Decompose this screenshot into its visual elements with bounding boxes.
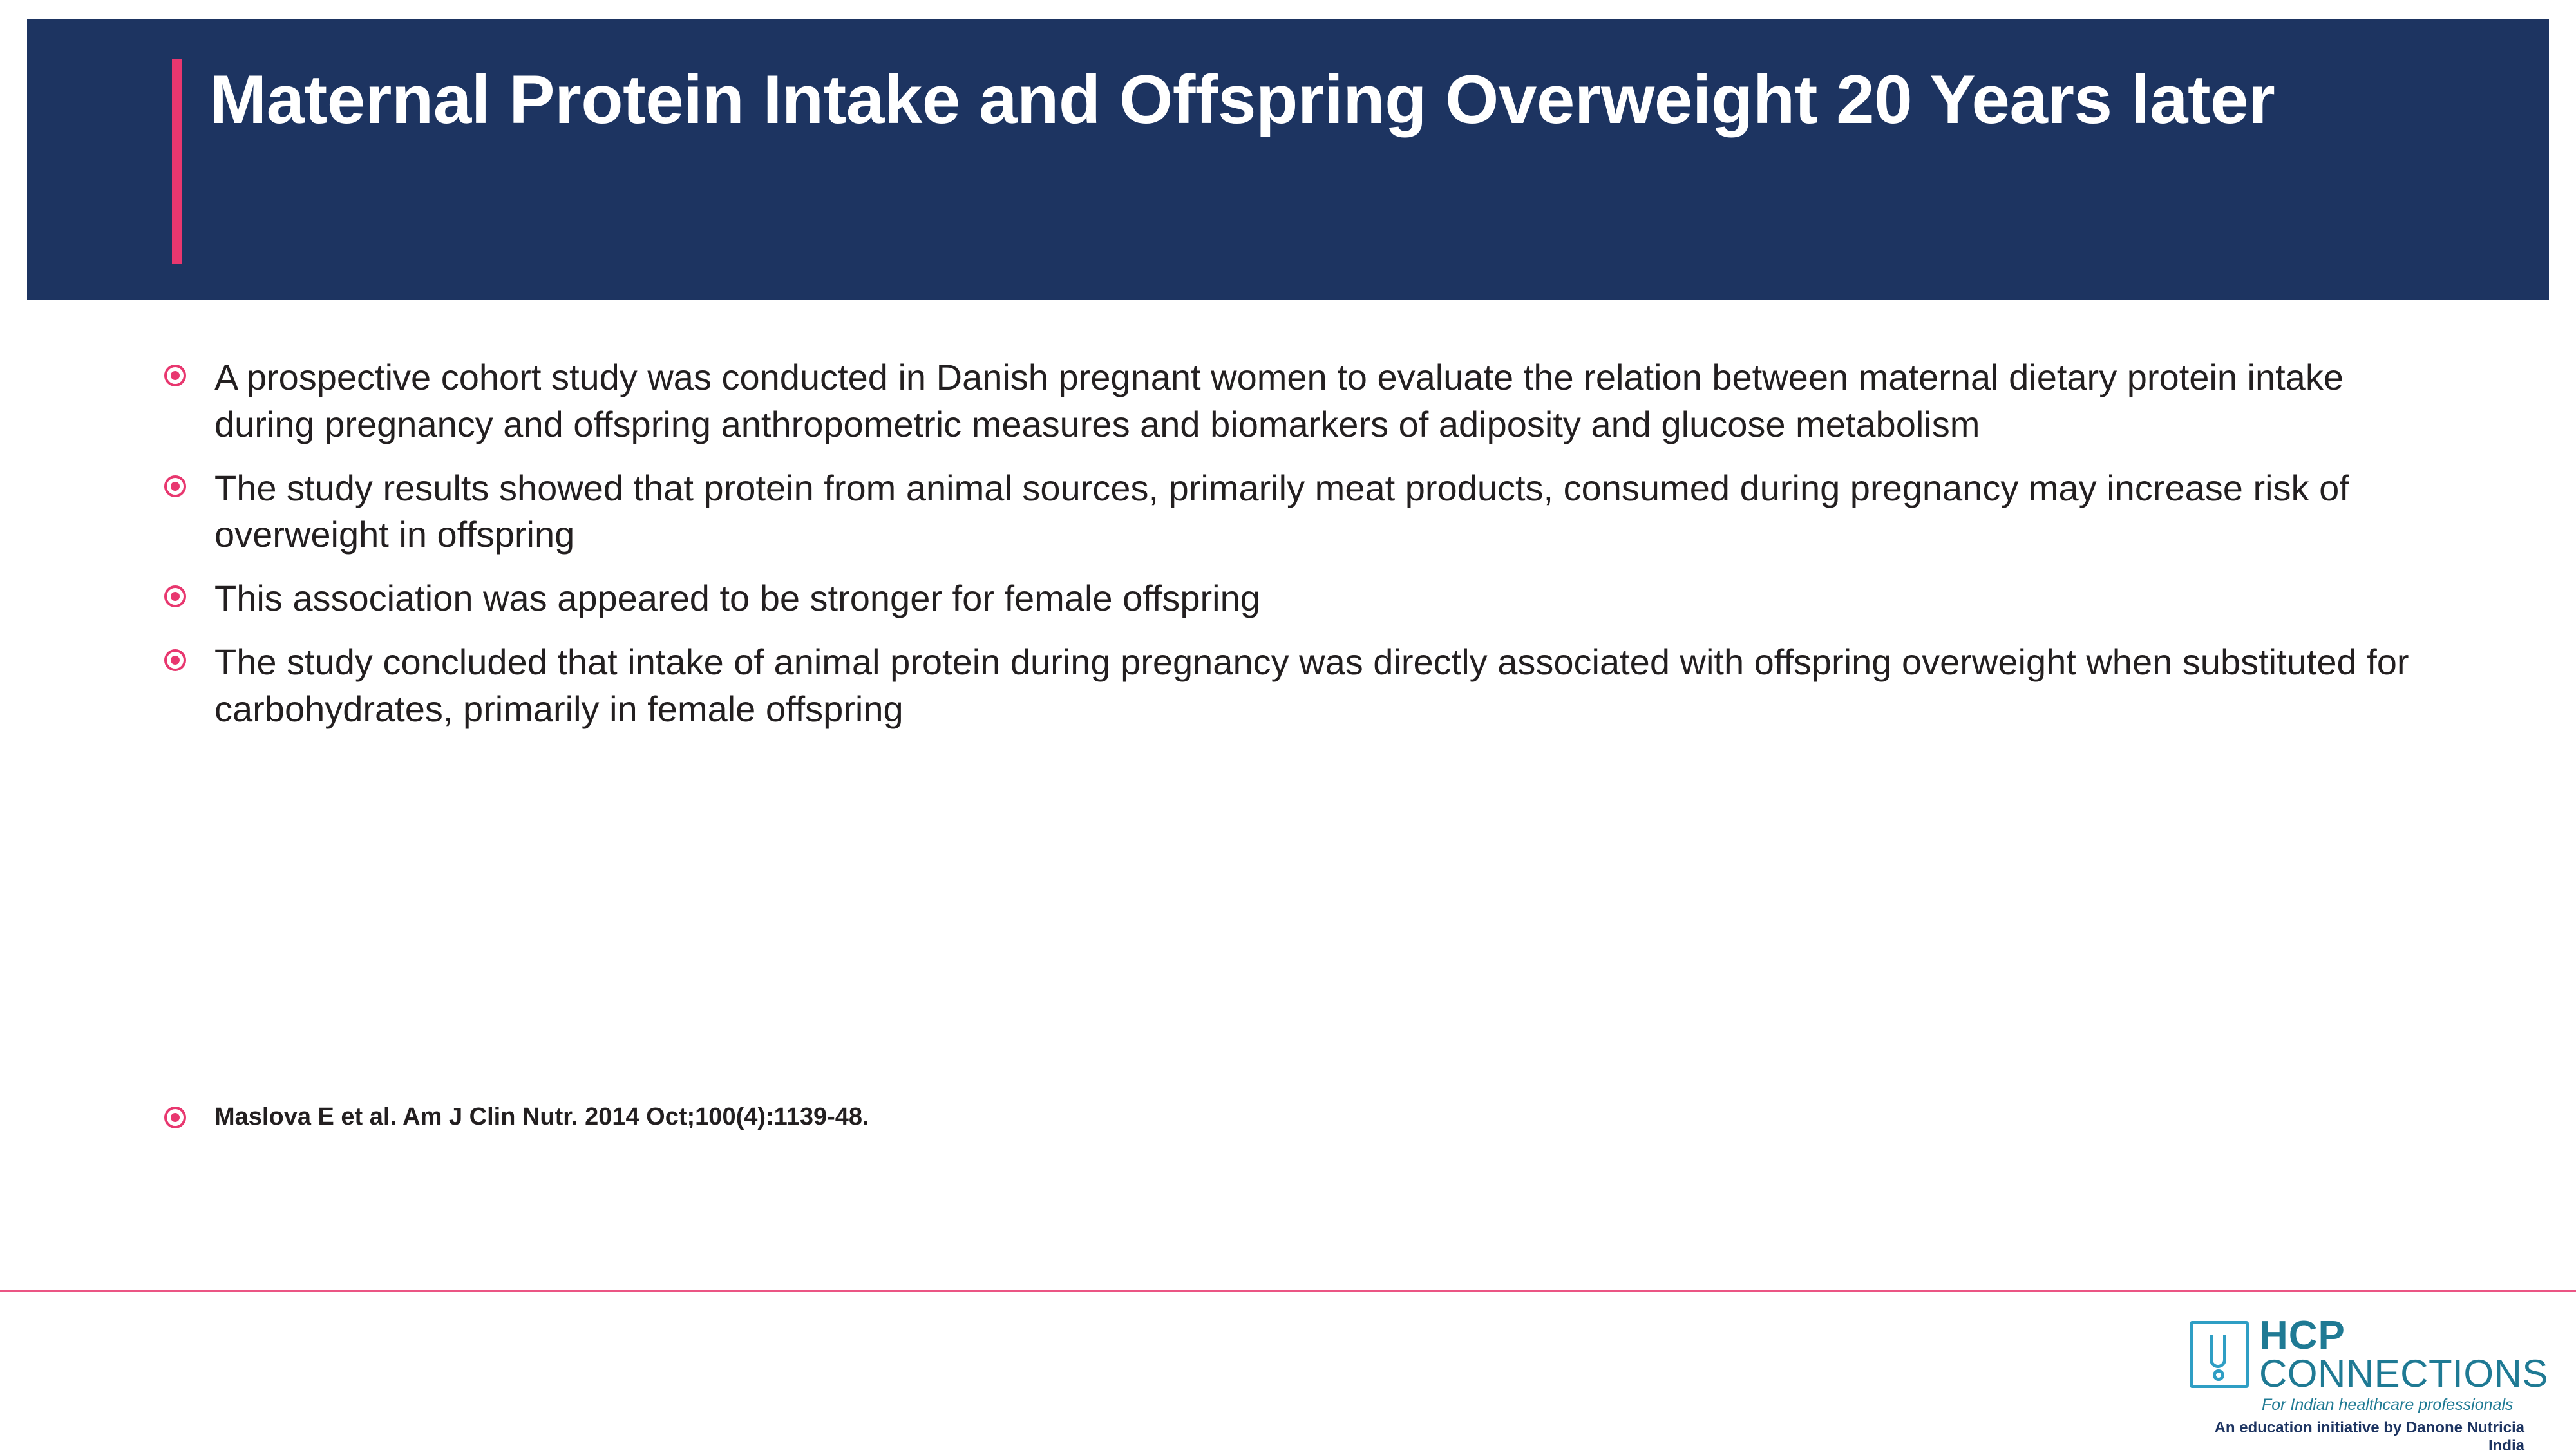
bullet-dot-icon [164,475,186,497]
list-item [164,575,2444,622]
title-accent-bar [172,59,182,264]
bullet-dot-icon [164,365,186,386]
list-item-text: This association was appeared to be stronger for female offspring [214,578,1260,619]
title-banner [27,19,2549,300]
list-item-text: The study results showed that protein from animal sources, primarily meat products, consumed during pregnancy may increase risk of overweight in offspring [214,467,2349,555]
logo-tagline: For Indian healthcare professionals [2262,1396,2514,1414]
footer-divider [0,1290,2576,1292]
logo-title-line1: HCP [2259,1313,2345,1358]
bullet-dot-icon [164,1107,186,1128]
list-item [164,639,2444,733]
list-item-text: The study concluded that intake of animal protein during pregnancy was directly associated with offspring overweight when substituted for carbohydrates, primarily in female offspring [214,641,2409,729]
list-item-text: A prospective cohort study was conducted in Danish pregnant women to evaluate the relation between maternal dietary protein intake during pregnancy and offspring anthropometric measures and biomarkers of adiposity and glucose metabolism [214,357,2344,444]
bullet-list [164,354,2444,750]
list-item [164,354,2444,448]
logo-initiative-text: An education initiative by Danone Nutricia India [2214,1419,2524,1454]
hcp-book-icon [2190,1321,2249,1388]
bullet-dot-icon [164,585,186,607]
logo-title-line2: CONNECTIONS [2259,1352,2548,1395]
reference-text: Maslova E et al. Am J Clin Nutr. 2014 Oct;100(4):1139-48. [214,1103,869,1130]
bullet-dot-icon [164,649,186,671]
list-item [164,465,2444,559]
reference-citation [164,1101,2096,1133]
hcp-connections-logo [2190,1313,2548,1454]
page-title: Maternal Protein Intake and Offspring Overweight 20 Years later [209,61,2275,138]
